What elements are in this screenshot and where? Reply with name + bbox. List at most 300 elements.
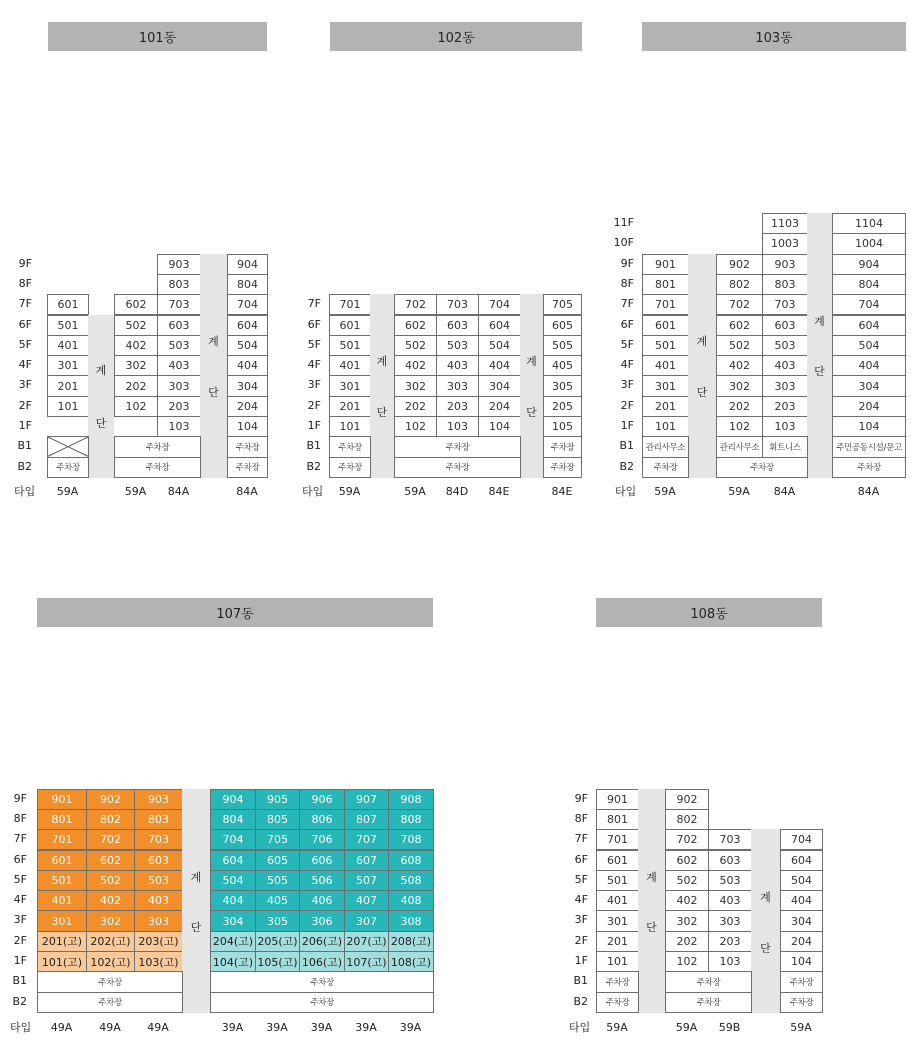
unit-cell: 804 bbox=[210, 809, 256, 830]
unit-cell: 201 bbox=[642, 396, 689, 417]
unit-cell: 604 bbox=[780, 850, 823, 871]
unit-cell: 304 bbox=[780, 910, 823, 931]
parking-cell: 주차장 bbox=[227, 436, 268, 457]
unit-cell: 304 bbox=[210, 910, 256, 931]
stair-core bbox=[751, 829, 780, 1013]
unit-type: 84E bbox=[551, 485, 573, 498]
stair-core bbox=[688, 254, 716, 478]
unit-cell: 603 bbox=[157, 315, 201, 336]
unit-type: 59A bbox=[404, 485, 426, 498]
unit-cell: 102(고) bbox=[86, 951, 135, 972]
floor-label-f6: 6F bbox=[13, 852, 27, 866]
unit-cell: 204 bbox=[780, 931, 823, 952]
unit-cell: 208(고) bbox=[388, 931, 434, 952]
unit-cell: 803 bbox=[157, 274, 201, 295]
unit-cell: 701 bbox=[596, 829, 639, 850]
unit-cell: 501 bbox=[329, 335, 371, 356]
unit-cell: 903 bbox=[134, 789, 183, 810]
floor-label-f1: 1F bbox=[574, 954, 588, 967]
floor-label-f8: 8F bbox=[18, 276, 32, 290]
unit-cell: 604 bbox=[210, 850, 256, 871]
unit-cell: 306 bbox=[299, 910, 345, 931]
unit-cell: 704 bbox=[478, 294, 521, 315]
unit-cell: 301 bbox=[37, 910, 87, 931]
parking-cell: 주차장 bbox=[665, 971, 752, 992]
unit-cell: 104 bbox=[832, 416, 906, 437]
unit-cell: 404 bbox=[780, 890, 823, 911]
unit-cell: 702 bbox=[716, 294, 763, 315]
floor-label-b2: B2 bbox=[17, 459, 32, 473]
unit-cell: 104 bbox=[478, 416, 521, 437]
unit-cell: 107(고) bbox=[344, 951, 389, 972]
unit-type: 39A bbox=[266, 1021, 288, 1034]
unit-cell: 805 bbox=[255, 809, 300, 830]
unit-cell: 604 bbox=[478, 315, 521, 336]
floor-label-f3: 3F bbox=[18, 378, 32, 392]
stair-char-top: 계 bbox=[95, 364, 107, 377]
floor-label-f4: 4F bbox=[307, 358, 321, 372]
stair-char-top: 계 bbox=[376, 355, 388, 368]
unit-cell: 602 bbox=[716, 315, 763, 336]
parking-cell: 주차장 bbox=[114, 436, 201, 457]
unit-cell: 103(고) bbox=[134, 951, 183, 972]
floor-label-b2: B2 bbox=[619, 459, 634, 473]
stair-char-bottom: 단 bbox=[646, 921, 657, 934]
unit-cell: 803 bbox=[762, 274, 808, 295]
floor-label-f4: 4F bbox=[620, 358, 634, 372]
stair-core bbox=[638, 789, 665, 1013]
unit-cell: 305 bbox=[543, 375, 582, 396]
unit-cell: 403 bbox=[762, 355, 808, 376]
unit-cell: 403 bbox=[708, 890, 752, 911]
unit-cell: 804 bbox=[832, 274, 906, 295]
unit-cell: 602 bbox=[665, 850, 709, 871]
stair-core bbox=[520, 294, 543, 478]
unit-cell: 105(고) bbox=[255, 951, 300, 972]
unit-cell: 407 bbox=[344, 890, 389, 911]
floor-label-b2: B2 bbox=[12, 994, 27, 1008]
parking-cell: 주차장 bbox=[394, 436, 521, 457]
unit-cell: 302 bbox=[394, 375, 437, 396]
parking-cell: 주차장 bbox=[716, 457, 808, 478]
unit-cell: 103 bbox=[708, 951, 752, 972]
unit-type: 84A bbox=[167, 485, 190, 498]
unit-cell: 401 bbox=[47, 335, 89, 356]
parking-cell: 주차장 bbox=[37, 992, 183, 1013]
unit-cell: 103 bbox=[157, 416, 201, 437]
stair-core bbox=[182, 789, 210, 1013]
type-label: 타입 bbox=[14, 485, 36, 498]
unit-cell: 601 bbox=[642, 315, 689, 336]
unit-cell: 601 bbox=[37, 850, 87, 871]
unit-cell: 807 bbox=[344, 809, 389, 830]
stair-core bbox=[200, 254, 227, 478]
unit-type: 84A bbox=[857, 485, 880, 498]
unit-type: 59A bbox=[124, 485, 147, 498]
unit-cell: 207(고) bbox=[344, 931, 389, 952]
floor-label-f6: 6F bbox=[307, 317, 321, 331]
unit-cell: 404 bbox=[832, 355, 906, 376]
unit-cell: 203 bbox=[436, 396, 479, 417]
unit-type: 84A bbox=[236, 485, 258, 498]
unit-cell: 601 bbox=[596, 850, 639, 871]
floor-label-f8: 8F bbox=[13, 811, 27, 825]
floor-label-f5: 5F bbox=[574, 872, 588, 886]
unit-cell: 305 bbox=[255, 910, 300, 931]
unit-cell: 706 bbox=[299, 829, 345, 850]
unit-cell: 503 bbox=[134, 870, 183, 891]
floor-label-b1: B1 bbox=[573, 974, 588, 988]
floor-label-f4: 4F bbox=[574, 893, 588, 907]
stair-char-bottom: 단 bbox=[696, 386, 708, 399]
unit-cell: 904 bbox=[210, 789, 256, 810]
floor-label-f3: 3F bbox=[574, 913, 588, 927]
unit-cell: 203 bbox=[708, 931, 752, 952]
unit-cell: 705 bbox=[255, 829, 300, 850]
unit-type: 84A bbox=[773, 485, 796, 498]
unit-cell: 902 bbox=[665, 789, 709, 810]
floor-label-f8: 8F bbox=[620, 276, 634, 290]
management-office-cell: 관리사무소 bbox=[716, 436, 763, 457]
floor-label-f1: 1F bbox=[620, 419, 634, 432]
unit-cell: 1103 bbox=[762, 213, 808, 234]
unit-cell: 902 bbox=[716, 254, 763, 275]
stair-char-top: 계 bbox=[208, 335, 219, 348]
unit-cell: 703 bbox=[134, 829, 183, 850]
unit-type: 59A bbox=[654, 485, 676, 498]
unit-cell: 201 bbox=[596, 931, 639, 952]
building-102-header: 102동 bbox=[330, 22, 582, 51]
unit-cell: 707 bbox=[344, 829, 389, 850]
unit-type: 59A bbox=[728, 485, 750, 498]
unit-cell: 502 bbox=[114, 315, 158, 336]
floor-label-f5: 5F bbox=[307, 337, 321, 351]
floor-label-f3: 3F bbox=[307, 378, 321, 392]
stair-char-top: 계 bbox=[696, 335, 708, 348]
unit-type: 39A bbox=[355, 1021, 377, 1034]
unit-cell: 402 bbox=[86, 890, 135, 911]
stair-char-bottom: 단 bbox=[190, 921, 202, 934]
unit-cell: 703 bbox=[708, 829, 752, 850]
unit-cell: 703 bbox=[762, 294, 808, 315]
floor-label-f11: 11F bbox=[613, 216, 634, 229]
unit-cell: 904 bbox=[227, 254, 268, 275]
unit-type: 49A bbox=[99, 1021, 121, 1034]
unit-cell: 602 bbox=[394, 315, 437, 336]
parking-cell: 주차장 bbox=[596, 971, 639, 992]
unit-type: 59A bbox=[790, 1021, 812, 1034]
unit-cell: 504 bbox=[780, 870, 823, 891]
unit-cell: 201(고) bbox=[37, 931, 87, 952]
unit-cell: 405 bbox=[255, 890, 300, 911]
floor-label-f2: 2F bbox=[620, 398, 634, 412]
unit-cell: 301 bbox=[596, 910, 639, 931]
floor-label-f3: 3F bbox=[13, 913, 27, 927]
unit-cell: 101 bbox=[596, 951, 639, 972]
building-103-header: 103동 bbox=[642, 22, 906, 51]
unit-cell: 205 bbox=[543, 396, 582, 417]
stair-char-top: 계 bbox=[760, 891, 771, 904]
management-office-cell: 관리사무소 bbox=[642, 436, 689, 457]
unit-cell: 308 bbox=[388, 910, 434, 931]
floor-label-f9: 9F bbox=[574, 791, 588, 805]
parking-cell: 주차장 bbox=[37, 971, 183, 992]
unit-cell: 203(고) bbox=[134, 931, 183, 952]
unit-cell: 104 bbox=[780, 951, 823, 972]
floor-label-f2: 2F bbox=[307, 398, 321, 412]
floor-label-b2: B2 bbox=[573, 994, 588, 1008]
unit-cell: 403 bbox=[436, 355, 479, 376]
unit-cell: 504 bbox=[832, 335, 906, 356]
unit-cell: 204 bbox=[227, 396, 268, 417]
parking-cell: 주차장 bbox=[210, 992, 434, 1013]
stair-char-bottom: 단 bbox=[95, 417, 107, 430]
unit-cell: 101 bbox=[642, 416, 689, 437]
unit-cell: 1004 bbox=[832, 233, 906, 254]
unit-cell: 202 bbox=[114, 375, 158, 396]
parking-cell: 주차장 bbox=[543, 436, 582, 457]
unit-cell: 704 bbox=[780, 829, 823, 850]
unit-cell: 303 bbox=[762, 375, 808, 396]
parking-cell: 주차장 bbox=[47, 457, 89, 478]
floor-label-f10: 10F bbox=[613, 236, 634, 250]
unit-cell: 205(고) bbox=[255, 931, 300, 952]
unit-cell: 904 bbox=[832, 254, 906, 275]
floor-label-b1: B1 bbox=[306, 439, 321, 453]
unit-cell: 604 bbox=[832, 315, 906, 336]
floor-label-f9: 9F bbox=[620, 256, 634, 270]
unit-cell: 906 bbox=[299, 789, 345, 810]
unit-cell: 905 bbox=[255, 789, 300, 810]
unit-cell: 802 bbox=[665, 809, 709, 830]
unit-cell: 507 bbox=[344, 870, 389, 891]
unit-cell: 908 bbox=[388, 789, 434, 810]
unavailable-cell bbox=[47, 436, 89, 457]
unit-cell: 303 bbox=[436, 375, 479, 396]
floor-label-f5: 5F bbox=[620, 337, 634, 351]
unit-cell: 403 bbox=[134, 890, 183, 911]
unit-cell: 701 bbox=[642, 294, 689, 315]
unit-cell: 602 bbox=[114, 294, 158, 315]
parking-cell: 주차장 bbox=[832, 457, 906, 478]
unit-cell: 402 bbox=[114, 335, 158, 356]
unit-cell: 502 bbox=[665, 870, 709, 891]
parking-cell: 주차장 bbox=[114, 457, 201, 478]
unit-cell: 704 bbox=[227, 294, 268, 315]
unit-cell: 202 bbox=[716, 396, 763, 417]
unit-cell: 303 bbox=[708, 910, 752, 931]
stair-char-top: 계 bbox=[814, 315, 825, 328]
unit-cell: 206(고) bbox=[299, 931, 345, 952]
unit-type: 59B bbox=[718, 1021, 741, 1034]
parking-cell: 주차장 bbox=[642, 457, 689, 478]
unit-cell: 501 bbox=[37, 870, 87, 891]
unit-cell: 302 bbox=[716, 375, 763, 396]
unit-cell: 603 bbox=[762, 315, 808, 336]
stair-char-bottom: 단 bbox=[760, 942, 771, 955]
unit-cell: 103 bbox=[436, 416, 479, 437]
floor-label-b1: B1 bbox=[17, 439, 32, 453]
parking-cell: 주차장 bbox=[780, 971, 823, 992]
floor-label-f7: 7F bbox=[307, 297, 321, 311]
unit-cell: 302 bbox=[114, 355, 158, 376]
unit-cell: 802 bbox=[86, 809, 135, 830]
floor-label-f2: 2F bbox=[13, 933, 27, 947]
unit-cell: 608 bbox=[388, 850, 434, 871]
unit-cell: 801 bbox=[642, 274, 689, 295]
unit-cell: 108(고) bbox=[388, 951, 434, 972]
unit-cell: 505 bbox=[255, 870, 300, 891]
floor-label-f7: 7F bbox=[620, 297, 634, 311]
stair-char-bottom: 단 bbox=[376, 406, 388, 419]
unit-cell: 702 bbox=[86, 829, 135, 850]
unit-cell: 703 bbox=[436, 294, 479, 315]
unit-cell: 102 bbox=[665, 951, 709, 972]
unit-cell: 201 bbox=[329, 396, 371, 417]
unit-cell: 402 bbox=[394, 355, 437, 376]
floor-label-f7: 7F bbox=[13, 832, 27, 846]
unit-cell: 504 bbox=[478, 335, 521, 356]
unit-cell: 1003 bbox=[762, 233, 808, 254]
unit-cell: 307 bbox=[344, 910, 389, 931]
unit-cell: 101(고) bbox=[37, 951, 87, 972]
unit-type: 84E bbox=[488, 485, 510, 498]
unit-cell: 204 bbox=[478, 396, 521, 417]
unit-cell: 601 bbox=[47, 294, 89, 315]
stair-core bbox=[88, 315, 114, 478]
parking-cell: 주차장 bbox=[329, 436, 371, 457]
floor-label-f7: 7F bbox=[574, 832, 588, 846]
unit-cell: 301 bbox=[329, 375, 371, 396]
floor-label-f5: 5F bbox=[13, 872, 27, 886]
unit-cell: 801 bbox=[37, 809, 87, 830]
unit-cell: 601 bbox=[329, 315, 371, 336]
unit-cell: 404 bbox=[210, 890, 256, 911]
floor-label-f3: 3F bbox=[620, 378, 634, 392]
stair-char-bottom: 단 bbox=[814, 365, 825, 378]
unit-cell: 804 bbox=[227, 274, 268, 295]
floor-label-f2: 2F bbox=[18, 398, 32, 412]
unit-cell: 901 bbox=[37, 789, 87, 810]
parking-cell: 주차장 bbox=[227, 457, 268, 478]
unit-cell: 501 bbox=[596, 870, 639, 891]
unit-type: 49A bbox=[147, 1021, 169, 1034]
unit-cell: 604 bbox=[227, 315, 268, 336]
unit-cell: 802 bbox=[716, 274, 763, 295]
floor-label-f9: 9F bbox=[18, 256, 32, 270]
unit-cell: 502 bbox=[394, 335, 437, 356]
unit-cell: 203 bbox=[762, 396, 808, 417]
unit-cell: 204 bbox=[832, 396, 906, 417]
unit-cell: 704 bbox=[210, 829, 256, 850]
unit-cell: 401 bbox=[37, 890, 87, 911]
unit-cell: 202(고) bbox=[86, 931, 135, 952]
type-label: 타입 bbox=[615, 485, 637, 498]
unit-cell: 606 bbox=[299, 850, 345, 871]
unit-cell: 401 bbox=[329, 355, 371, 376]
unit-cell: 402 bbox=[665, 890, 709, 911]
unit-cell: 705 bbox=[543, 294, 582, 315]
unit-cell: 603 bbox=[134, 850, 183, 871]
stair-char-top: 계 bbox=[190, 871, 202, 884]
unit-cell: 303 bbox=[134, 910, 183, 931]
unit-cell: 303 bbox=[157, 375, 201, 396]
unit-cell: 1104 bbox=[832, 213, 906, 234]
unit-cell: 902 bbox=[86, 789, 135, 810]
floor-label-f4: 4F bbox=[18, 358, 32, 372]
unit-cell: 403 bbox=[157, 355, 201, 376]
unit-cell: 304 bbox=[832, 375, 906, 396]
unit-cell: 105 bbox=[543, 416, 582, 437]
unit-cell: 704 bbox=[832, 294, 906, 315]
type-label: 타입 bbox=[302, 485, 324, 498]
unit-cell: 602 bbox=[86, 850, 135, 871]
stair-char-top: 계 bbox=[526, 355, 537, 368]
unit-cell: 404 bbox=[478, 355, 521, 376]
unit-cell: 903 bbox=[157, 254, 201, 275]
parking-cell: 주차장 bbox=[394, 457, 521, 478]
unit-cell: 302 bbox=[86, 910, 135, 931]
unit-cell: 102 bbox=[394, 416, 437, 437]
unit-cell: 703 bbox=[157, 294, 201, 315]
stair-char-bottom: 단 bbox=[526, 406, 537, 419]
floor-label-f6: 6F bbox=[18, 317, 32, 331]
unit-cell: 203 bbox=[157, 396, 201, 417]
unit-cell: 806 bbox=[299, 809, 345, 830]
unit-cell: 603 bbox=[708, 850, 752, 871]
unit-cell: 302 bbox=[665, 910, 709, 931]
unit-cell: 102 bbox=[114, 396, 158, 417]
unit-cell: 405 bbox=[543, 355, 582, 376]
unit-type: 59A bbox=[56, 485, 79, 498]
unit-type: 84D bbox=[445, 485, 469, 498]
unit-cell: 401 bbox=[642, 355, 689, 376]
unit-cell: 503 bbox=[762, 335, 808, 356]
unit-cell: 502 bbox=[716, 335, 763, 356]
floor-label-f1: 1F bbox=[307, 419, 321, 432]
unit-cell: 503 bbox=[436, 335, 479, 356]
stair-char-top: 계 bbox=[646, 871, 657, 884]
unit-type: 59A bbox=[675, 1021, 698, 1034]
unit-cell: 901 bbox=[596, 789, 639, 810]
building-108-header: 108동 bbox=[596, 598, 822, 627]
building-107-header: 107동 bbox=[37, 598, 433, 627]
unit-cell: 503 bbox=[708, 870, 752, 891]
parking-cell: 주차장 bbox=[210, 971, 434, 992]
parking-cell: 주차장 bbox=[596, 992, 639, 1013]
unit-cell: 101 bbox=[47, 396, 89, 417]
unit-cell: 402 bbox=[716, 355, 763, 376]
unit-cell: 508 bbox=[388, 870, 434, 891]
unit-cell: 808 bbox=[388, 809, 434, 830]
unit-type: 39A bbox=[399, 1021, 422, 1034]
unit-cell: 102 bbox=[716, 416, 763, 437]
fitness-cell: 휘트니스 bbox=[762, 436, 808, 457]
unit-cell: 401 bbox=[596, 890, 639, 911]
floor-label-f7: 7F bbox=[18, 297, 32, 311]
unit-type: 59A bbox=[338, 485, 361, 498]
unit-cell: 404 bbox=[227, 355, 268, 376]
parking-cell: 주차장 bbox=[543, 457, 582, 478]
unit-cell: 101 bbox=[329, 416, 371, 437]
unit-cell: 202 bbox=[665, 931, 709, 952]
unit-cell: 504 bbox=[227, 335, 268, 356]
unit-cell: 301 bbox=[47, 355, 89, 376]
floor-label-f1: 1F bbox=[13, 954, 27, 967]
unit-type: 39A bbox=[310, 1021, 333, 1034]
building-101-header: 101동 bbox=[48, 22, 267, 51]
unit-cell: 607 bbox=[344, 850, 389, 871]
